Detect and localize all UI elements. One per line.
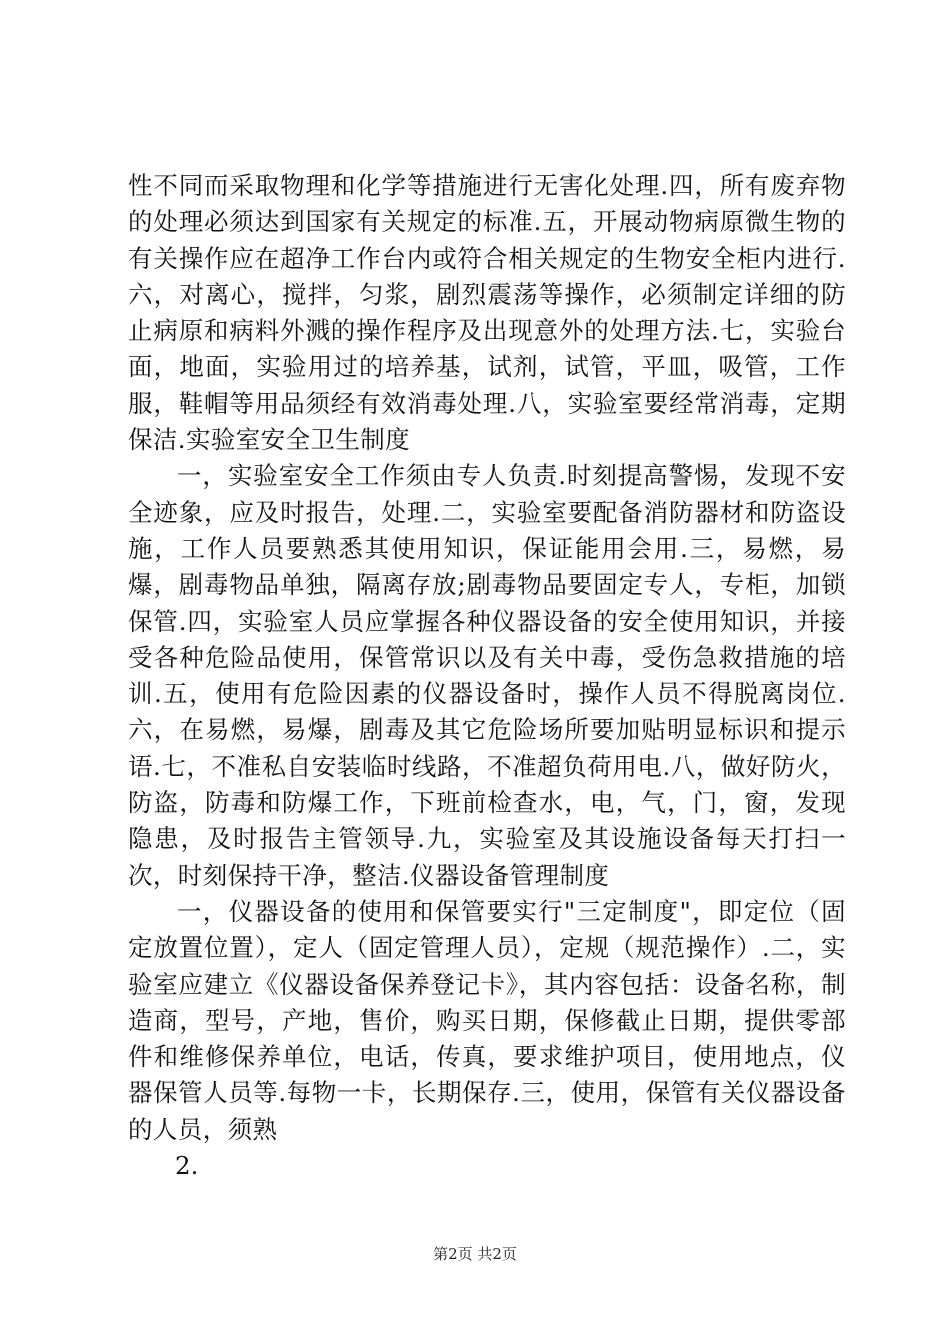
paragraph-equipment-rules: 一，仪器设备的使用和保管要实行"三定制度"，即定位（固定放置位置），定人（固定管理人员），定规（规范操作）.二，实验室应建立《仪器设备保养登记卡》，其内容包括：设备名称，制造商，型号，产地，售价，购买日期，保修截止日期，提供零部件和维修保养单位，电话，传真，要求维护项目，使用地点，仪器保管人员等.每物一卡，长期保存.三，使用，保管有关仪器设备的人员，须熟 <box>128 896 846 1144</box>
page-footer: 第2页 共2页 <box>433 1245 517 1263</box>
paragraph-lab-safety-rules: 一，实验室安全工作须由专人负责.时刻提高警惕，发现不安全迹象，应及时报告，处理.二，实验室要配备消防器材和防盗设施，工作人员要熟悉其使用知识，保证能用会用.三，易燃，易爆，剧毒物品单独，隔离存放;剧毒物品要固定专人，专柜，加锁保管.四，实验室人员应掌握各种仪器设备的安全使用知识，并接受各种危险品使用，保管常识以及有关中毒，受伤急救措施的培训.五，使用有危险因素的仪器设备时，操作人员不得脱离岗位.六，在易燃，易爆，剧毒及其它危险场所要加贴明显标识和提示语.七，不准私自安装临时线路，不准超负荷用电.八，做好防火，防盗，防毒和防爆工作，下班前检查水，电，气，门，窗，发现隐患，及时报告主管领导.九，实验室及其设施设备每天打扫一次，时刻保持干净，整洁.仪器设备管理制度 <box>128 461 846 890</box>
paragraph-lab-waste-rules: 性不同而采取物理和化学等措施进行无害化处理.四，所有废弃物的处理必须达到国家有关规定的标准.五，开展动物病原微生物的有关操作应在超净工作台内或符合相关规定的生物安全柜内进行.六，对离心，搅拌，匀浆，剧烈震荡等操作，必须制定详细的防止病原和病料外溅的操作程序及出现意外的处理方法.七，实验台面，地面，实验用过的培养基，试剂，试管，平皿，吸管，工作服，鞋帽等用品须经有效消毒处理.八，实验室要经常消毒，定期保洁.实验室安全卫生制度 <box>128 171 846 455</box>
section-number: 2. <box>175 1151 199 1181</box>
document-body <box>128 168 846 1184</box>
